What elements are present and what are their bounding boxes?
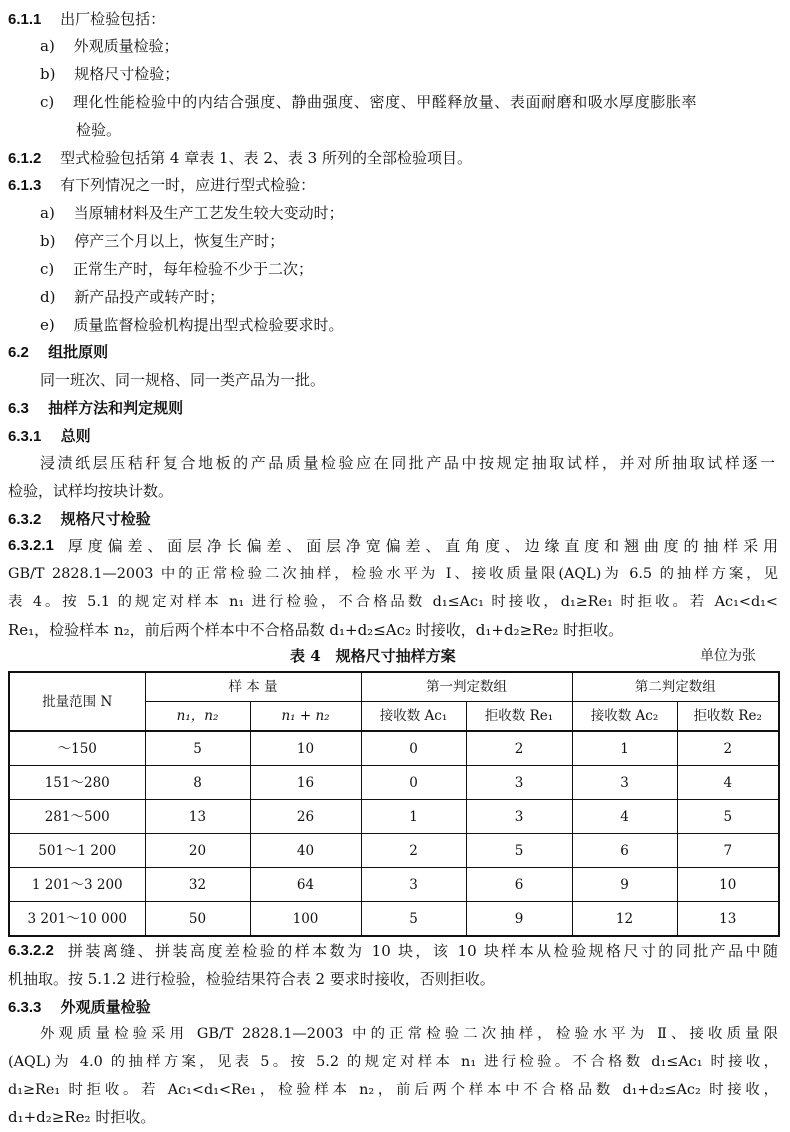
cell-ac1: 2	[361, 834, 466, 868]
table-header-row	[9, 672, 779, 702]
list-item-e	[40, 315, 344, 335]
cell-re1: 2	[466, 731, 572, 766]
paragraph-line: d₁≥Re₁ 时拒收。若 Ac₁<d₁<Re₁，检验样本 n₂，前后两个样本中不合格品数 d₁+d₂≤Ac₂ 时接收，	[8, 1082, 778, 1098]
table-row	[9, 902, 779, 937]
header-ac1: 接收数 Ac₁	[361, 702, 466, 732]
header-ac2: 接收数 Ac₂	[572, 702, 677, 732]
clause-number: 6.1.1	[8, 11, 42, 28]
cell-n1-plus-n2: 10	[250, 731, 361, 766]
cell-n1-plus-n2: 100	[250, 902, 361, 937]
section-heading-6-3-3	[8, 997, 151, 1018]
list-item-c	[40, 259, 313, 279]
section-title: 组批原则	[48, 343, 109, 361]
paragraph-line: Re₁，检验样本 n₂，前后两个样本中不合格品数 d₁+d₂≤Ac₂ 时接收，d₁+d₂≥Re₂ 时拒收。	[8, 621, 624, 639]
paragraph: 同一班次、同一规格、同一类产品为一批。	[40, 371, 326, 389]
list-text: 正常生产时，每年检验不少于二次；	[73, 260, 314, 278]
clause-number: 6.3.2.2	[8, 942, 54, 959]
cell-re2: 2	[677, 731, 779, 766]
section-heading-6-2	[8, 342, 108, 363]
clause-text: 型式检验包括第 4 章表 1、表 2、表 3 所列的全部检验项目。	[60, 149, 472, 167]
cell-ac2: 1	[572, 731, 677, 766]
list-marker: a)	[40, 204, 55, 222]
section-number: 6.3	[8, 400, 29, 417]
cell-n1-plus-n2: 40	[250, 834, 361, 868]
cell-ac2: 12	[572, 902, 677, 937]
cell-n1-n2: 8	[145, 766, 250, 800]
cell-re2: 5	[677, 800, 779, 834]
section-heading-6-3	[8, 398, 183, 419]
table-body	[9, 731, 779, 936]
list-item-d	[40, 287, 224, 307]
list-text: 外观质量检验；	[73, 37, 179, 55]
list-item-c	[40, 92, 697, 112]
list-marker: d)	[40, 288, 56, 306]
cell-ac2: 6	[572, 834, 677, 868]
section-heading-6-3-1	[8, 426, 91, 447]
section-title: 规格尺寸检验	[60, 510, 151, 528]
clause-6-1-1	[8, 9, 165, 30]
clause-6-1-3	[8, 175, 315, 196]
list-item-a	[40, 36, 179, 56]
cell-re1: 3	[466, 800, 572, 834]
section-number: 6.3.1	[8, 428, 42, 445]
paragraph-line: (AQL)为 4.0 的抽样方案，见表 5。按 5.2 的规定对样本 n₁ 进行检验。不合格数 d₁≤Ac₁ 时接收，	[8, 1054, 778, 1070]
cell-ac2: 4	[572, 800, 677, 834]
sampling-plan-table	[8, 671, 780, 937]
table-row	[9, 800, 779, 834]
cell-re1: 3	[466, 766, 572, 800]
list-text: 理化性能检验中的内结合强度、静曲强度、密度、甲醛释放量、表面耐磨和吸水厚度膨胀率	[73, 93, 698, 111]
list-text: 当原辅材料及生产工艺发生较大变动时；	[73, 204, 344, 222]
cell-re1: 6	[466, 868, 572, 902]
list-text: 质量监督检验机构提出型式检验要求时。	[73, 316, 344, 334]
section-number: 6.3.3	[8, 999, 42, 1016]
table-caption: 表 4 规格尺寸抽样方案	[290, 647, 456, 665]
list-continuation: 检验。	[76, 121, 122, 139]
header-batch-range: 批量范围 N	[9, 672, 145, 731]
cell-batch-range: 151～280	[9, 766, 145, 800]
section-heading-6-3-2	[8, 509, 151, 530]
list-marker: c)	[40, 93, 55, 111]
paragraph-line: 外观质量检验采用 GB/T 2828.1—2003 中的正常检验二次抽样，检验水平为 Ⅱ、接收质量限	[40, 1026, 778, 1042]
cell-re2: 4	[677, 766, 779, 800]
list-item-a	[40, 203, 344, 223]
cell-ac2: 9	[572, 868, 677, 902]
cell-n1-n2: 32	[145, 868, 250, 902]
clause-text: 拼装离缝、拼装高度差检验的样本数为 10 块，该 10 块样本从检验规格尺寸的同批产品中随	[67, 942, 778, 960]
clause-number: 6.1.3	[8, 177, 42, 194]
cell-n1-n2: 13	[145, 800, 250, 834]
cell-batch-range: ～150	[9, 731, 145, 766]
cell-re2: 13	[677, 902, 779, 937]
clause-6-1-2	[8, 148, 472, 169]
cell-n1-plus-n2: 64	[250, 868, 361, 902]
cell-re1: 5	[466, 834, 572, 868]
list-marker: a)	[40, 37, 55, 55]
list-text: 停产三个月以上，恢复生产时；	[74, 232, 285, 250]
paragraph-continuation: 检验，试样均按块计数。	[8, 482, 174, 500]
cell-batch-range: 281～500	[9, 800, 145, 834]
clause-6-3-2-1	[8, 536, 778, 556]
header-second-group: 第二判定数组	[572, 672, 779, 702]
section-number: 6.2	[8, 344, 29, 361]
clause-number: 6.3.2.1	[8, 537, 54, 554]
paragraph-line: GB/T 2828.1—2003 中的正常检验二次抽样，检验水平为 Ⅰ、接收质量限(AQL)为 6.5 的抽样方案，见	[8, 566, 778, 582]
section-title: 总则	[60, 427, 91, 445]
clause-text: 厚度偏差、面层净长偏差、面层净宽偏差、直角度、边缘直度和翘曲度的抽样采用	[67, 537, 778, 555]
clause-text: 出厂检验包括：	[60, 10, 166, 28]
cell-n1-plus-n2: 16	[250, 766, 361, 800]
table-row	[9, 766, 779, 800]
cell-ac1: 0	[361, 766, 466, 800]
section-number: 6.3.2	[8, 511, 42, 528]
paragraph-line: 机抽取。按 5.1.2 进行检验，检验结果符合表 2 要求时接收，否则拒收。	[8, 970, 495, 988]
list-marker: b)	[40, 232, 56, 250]
list-item-b	[40, 64, 179, 84]
list-marker: c)	[40, 260, 55, 278]
list-text: 规格尺寸检验；	[74, 65, 180, 83]
section-title: 抽样方法和判定规则	[48, 399, 184, 417]
table-row	[9, 731, 779, 766]
list-item-b	[40, 231, 284, 251]
cell-n1-plus-n2: 26	[250, 800, 361, 834]
cell-ac1: 5	[361, 902, 466, 937]
paragraph-line: 表 4。按 5.1 的规定对样本 n₁ 进行检验，不合格品数 d₁≤Ac₁ 时接收，d₁≥Re₁ 时拒收。若 Ac₁<d₁<	[8, 594, 778, 610]
cell-ac1: 0	[361, 731, 466, 766]
table-unit: 单位为张	[700, 648, 756, 664]
table-row	[9, 868, 779, 902]
cell-re1: 9	[466, 902, 572, 937]
list-text: 新产品投产或转产时；	[74, 288, 225, 306]
cell-batch-range: 501～1 200	[9, 834, 145, 868]
table-row	[9, 834, 779, 868]
cell-ac1: 1	[361, 800, 466, 834]
cell-n1-n2: 20	[145, 834, 250, 868]
header-re2: 拒收数 Re₂	[677, 702, 779, 732]
header-re1: 拒收数 Re₁	[466, 702, 572, 732]
paragraph-line: d₁+d₂≥Re₂ 时拒收。	[8, 1108, 156, 1126]
list-marker: b)	[40, 65, 56, 83]
cell-batch-range: 1 201～3 200	[9, 868, 145, 902]
clause-6-3-2-2	[8, 941, 778, 961]
clause-text: 有下列情况之一时，应进行型式检验：	[60, 176, 316, 194]
list-marker: e)	[40, 316, 55, 334]
cell-batch-range: 3 201～10 000	[9, 902, 145, 937]
paragraph: 浸渍纸层压秸秆复合地板的产品质量检验应在同批产品中按规定抽取试样，并对所抽取试样逐一	[40, 454, 775, 472]
clause-number: 6.1.2	[8, 150, 42, 167]
cell-ac2: 3	[572, 766, 677, 800]
cell-n1-n2: 50	[145, 902, 250, 937]
header-sample-size: 样 本 量	[145, 672, 361, 702]
section-title: 外观质量检验	[60, 998, 151, 1016]
header-first-group: 第一判定数组	[361, 672, 572, 702]
cell-re2: 7	[677, 834, 779, 868]
cell-ac1: 3	[361, 868, 466, 902]
header-n1-plus-n2: n₁ + n₂	[250, 702, 361, 732]
cell-n1-n2: 5	[145, 731, 250, 766]
header-n1-n2: n₁，n₂	[145, 702, 250, 732]
cell-re2: 10	[677, 868, 779, 902]
